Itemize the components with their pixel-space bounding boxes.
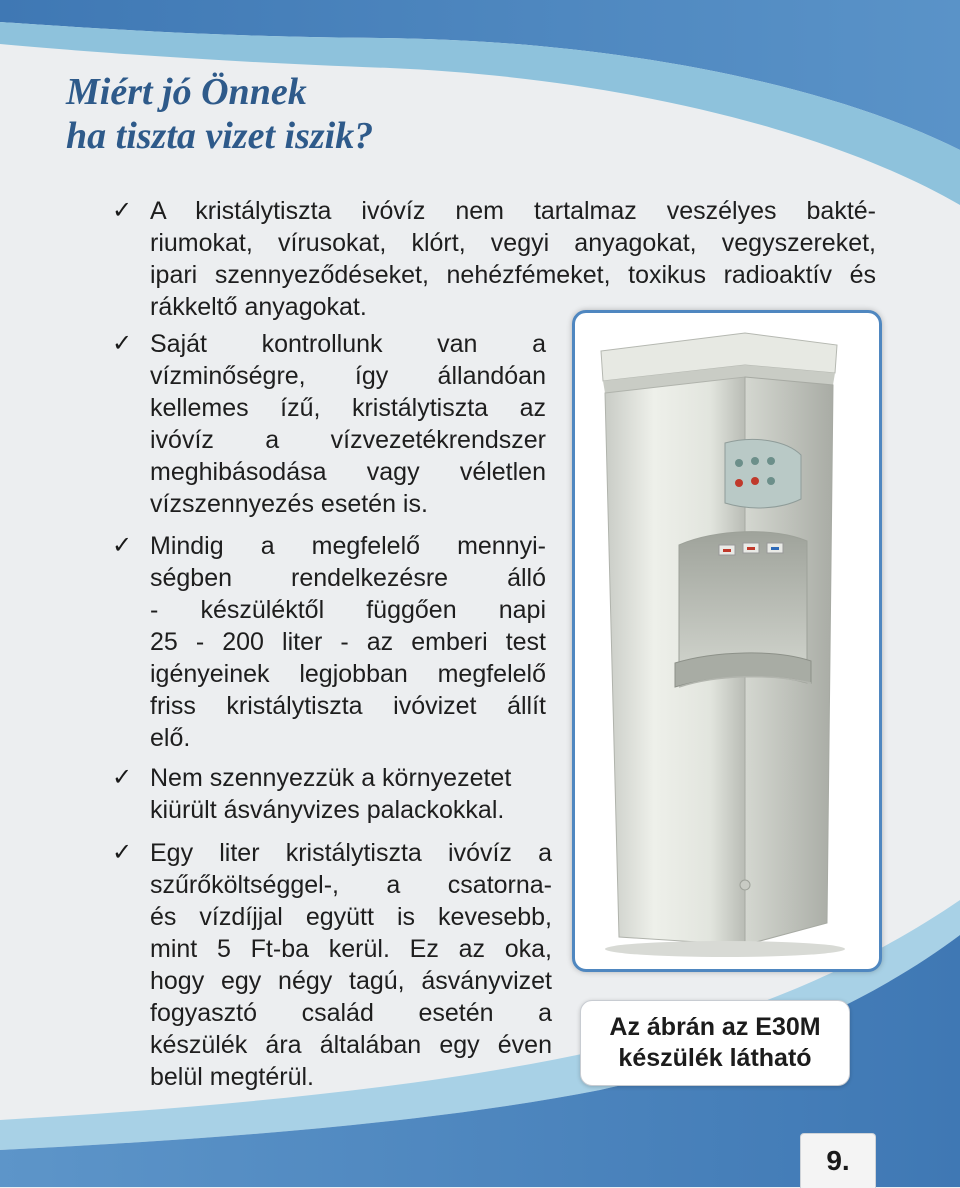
text-line: hogy egy négy tagú, ásványvizet — [150, 967, 552, 995]
text-line: ipari szennyeződéseket, nehézfémeket, toxikus radioaktív és — [150, 261, 876, 289]
bullet-item-1 — [112, 195, 876, 323]
text-line: vízszennyezés esetén is. — [150, 490, 428, 518]
text-line: Nem szennyezzük a környezetet — [150, 764, 512, 792]
text-line: igényeinek legjobban megfelelő — [150, 660, 546, 688]
text-line: rákkeltő anyagokat. — [150, 293, 367, 321]
image-caption — [580, 1000, 850, 1086]
text-line: Saját kontrollunk van a — [150, 330, 546, 358]
text-line: ivóvíz a vízvezetékrendszer — [150, 426, 546, 454]
bullet-item-4 — [112, 762, 548, 826]
text-line: A kristálytiszta ivóvíz nem tartalmaz veszélyes bakté- — [150, 197, 876, 225]
text-line: vízminőségre, így állandóan — [150, 362, 546, 390]
text-line: kellemes ízű, kristálytiszta az — [150, 394, 546, 422]
bullet-text-3 — [150, 530, 546, 754]
text-line: mint 5 Ft-ba kerül. Ez az oka, — [150, 935, 552, 963]
text-line: meghibásodása vagy véletlen — [150, 458, 546, 486]
page-title-line-1: Miért jó Önnek — [66, 71, 307, 113]
text-line: friss kristálytiszta ivóvizet állít — [150, 692, 546, 720]
bullet-text-5 — [150, 837, 552, 1093]
text-line: 25 - 200 liter - az emberi test — [150, 628, 546, 656]
text-line: ségben rendelkezésre álló — [150, 564, 546, 592]
bullet-item-2 — [112, 328, 548, 520]
text-line: - készüléktől függően napi — [150, 596, 546, 624]
bullet-item-5 — [112, 837, 552, 1093]
product-photo-frame — [572, 310, 882, 972]
checkmark-icon: ✓ — [112, 764, 133, 791]
checkmark-icon: ✓ — [112, 197, 133, 224]
text-line: szűrőköltséggel-, a csatorna- — [150, 871, 552, 899]
checkmark-icon: ✓ — [112, 330, 133, 357]
page-title — [66, 70, 373, 158]
text-line: Egy liter kristálytiszta ivóvíz a — [150, 839, 552, 867]
text-line: Mindig a megfelelő mennyi- — [150, 532, 546, 560]
page-title-line-2: ha tiszta vizet iszik? — [66, 115, 374, 157]
image-caption-text — [609, 1012, 820, 1074]
checkmark-icon: ✓ — [112, 839, 133, 866]
text-line: kiürült ásványvizes palackokkal. — [150, 796, 505, 824]
text-line: készülék ára általában egy éven — [150, 1031, 552, 1059]
text-line: és vízdíjjal együtt is kevesebb, — [150, 903, 552, 931]
text-line: riumokat, vírusokat, klórt, vegyi anyagokat, vegyszereket, — [150, 229, 876, 257]
text-line: fogyasztó család esetén a — [150, 999, 552, 1027]
bullet-item-3 — [112, 530, 548, 754]
bullet-text-2 — [150, 328, 546, 520]
caption-line-1: Az ábrán az E30M — [609, 1013, 821, 1041]
bullet-text-1 — [150, 195, 876, 323]
caption-line-2: készülék látható — [618, 1044, 812, 1072]
page-number: 9. — [800, 1133, 876, 1188]
water-dispenser-icon — [575, 313, 879, 969]
bullet-text-4 — [150, 762, 550, 826]
text-line: elő. — [150, 724, 191, 752]
checkmark-icon: ✓ — [112, 532, 133, 559]
text-line: belül megtérül. — [150, 1063, 314, 1091]
